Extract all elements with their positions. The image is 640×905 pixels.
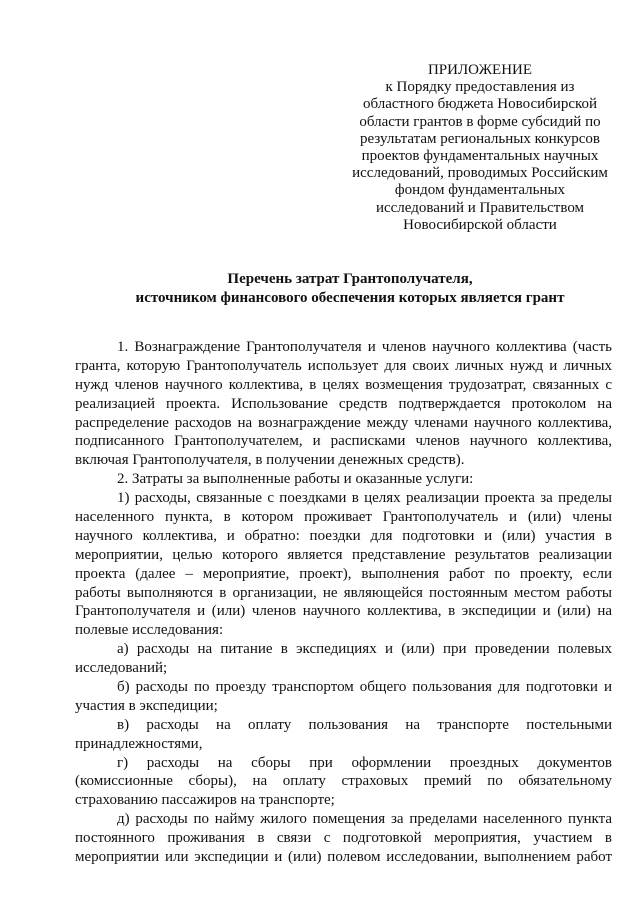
paragraph-line: населенного пункта, в котором проживает Грантополучатель и (или) члены: [75, 509, 612, 526]
paragraph-line: 2. Затраты за выполненные работы и оказанные услуги:: [117, 471, 474, 488]
paragraph-line: распределение расходов на вознаграждение между членами научного коллектива,: [75, 414, 612, 431]
paragraph-line: участия в экспедиции;: [75, 697, 218, 714]
document-title: [60, 270, 640, 308]
paragraph-line: подписанного Грантополучателем, и расписками членов научного коллектива,: [75, 433, 612, 450]
appendix-line: Новосибирской области: [403, 216, 557, 233]
paragraph-line: исследований;: [75, 660, 168, 677]
paragraph-line: 1. Вознаграждение Грантополучателя и членов научного коллектива (часть: [117, 339, 612, 355]
appendix-line: фондом фундаментальных: [394, 182, 566, 199]
paragraph-line: гранта, которую Грантополучатель использует для своих личных нужд и личных: [75, 357, 612, 374]
appendix-line: областного бюджета Новосибирской: [362, 96, 598, 113]
document-body: [75, 338, 612, 867]
paragraph-line: г) расходы на сборы при оформлении проездных документов: [117, 754, 612, 771]
appendix-line: проектов фундаментальных научных: [361, 148, 599, 165]
appendix-line: области грантов в форме субсидий по: [359, 113, 601, 130]
paragraph-line: в) расходы на оплату пользования на транспорте постельными: [117, 716, 612, 733]
paragraph-line: проекта (далее – мероприятие, проект), выполнения работ по проекту, если: [75, 565, 612, 582]
paragraph-line: постоянного проживания в связи с подготовкой мероприятия, участием в: [75, 830, 612, 847]
paragraph-line: страхованию пассажиров на транспорте;: [75, 792, 335, 809]
title-line-1: Перечень затрат Грантополучателя,: [227, 271, 473, 287]
paragraph-line: (комиссионные сборы), на оплату страховых премий по обязательному: [75, 773, 612, 790]
paragraph-line: научного коллектива, и обратно: поездки для подготовки и (или) участия в: [75, 527, 612, 544]
paragraph-line: реализацией проекта. Использование средств подтверждается протоколом на: [75, 395, 612, 412]
appendix-line: результатам региональных конкурсов: [360, 130, 600, 147]
appendix-line: исследований и Правительством: [375, 199, 585, 216]
paragraph-line: мероприятии или экспедиции и (или) полевом исследовании, выполнением работ: [75, 849, 612, 866]
appendix-line: исследований, проводимых Российским: [352, 165, 608, 182]
paragraph-line: Грантополучателя и (или) членов научного коллектива, в экспедиции и (или) на: [75, 603, 612, 620]
paragraph-line: а) расходы на питание в экспедициях и (или) при проведении полевых: [117, 641, 612, 658]
paragraph-line: включая Грантополучателя, в получении денежных средств).: [75, 452, 465, 469]
paragraph-line: принадлежностями,: [75, 735, 203, 752]
paragraph-line: 1) расходы, связанные с поездками в целях реализации проекта за пределы: [117, 490, 612, 507]
paragraph-line: д) расходы по найму жилого помещения за пределами населенного пункта: [117, 811, 612, 828]
paragraph-line: работы выполняются в организации, не являющейся постоянным местом работы: [75, 584, 612, 601]
paragraph-line: нужд членов научного коллектива, в целях возмещения трудозатрат, связанных с: [75, 376, 612, 393]
paragraph-line: полевые исследования:: [75, 622, 224, 639]
paragraph-line: мероприятии, целью которого является представление результатов реализации: [75, 546, 612, 563]
title-line-2: источником финансового обеспечения которых является грант: [135, 290, 565, 306]
appendix-header: [330, 62, 630, 234]
paragraph-line: б) расходы по проезду транспортом общего пользования для подготовки и: [117, 679, 612, 696]
appendix-line: к Порядку предоставления из: [385, 79, 575, 96]
appendix-line: ПРИЛОЖЕНИЕ: [427, 62, 533, 78]
